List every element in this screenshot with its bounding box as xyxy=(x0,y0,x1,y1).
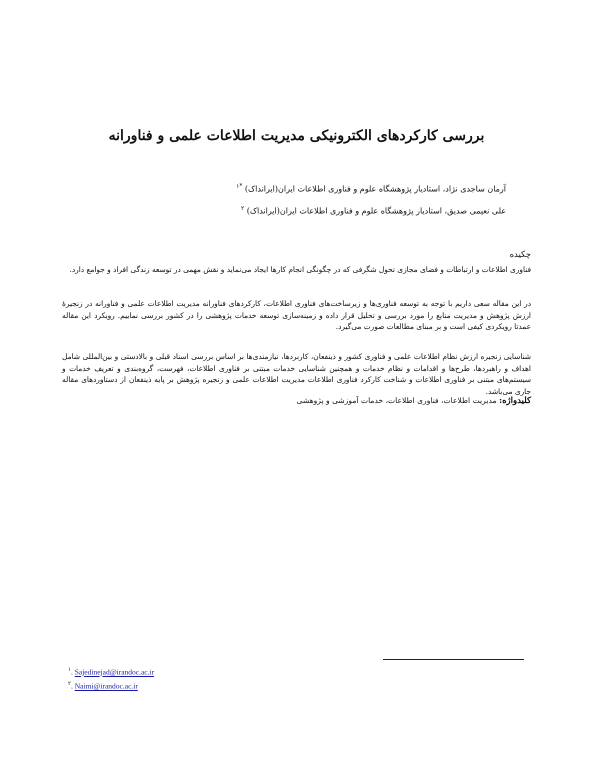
footnote-1-number: ۱ xyxy=(68,667,71,673)
keywords-label: کلیدواژه: xyxy=(498,396,531,406)
footnote-2-email-link[interactable]: Naimi@irandoc.ac.ir xyxy=(74,681,138,691)
abstract-paragraph-1: فناوری اطلاعات و ارتباطات و فضای مجازی تحول شگرفی که در چگونگی انجام کارها ایجاد می‌نماید و نقش مهمی در توسعه زندگی افراد و جوامع دارد. xyxy=(69,265,531,274)
footnote-rule xyxy=(383,659,524,660)
footnote-1-email-link[interactable]: Sajedinejad@irandoc.ac.ir xyxy=(74,667,155,677)
paper-title: بررسی کارکردهای الکترونیکی مدیریت اطلاعات علمی و فناورانه xyxy=(108,128,485,144)
abstract-paragraph-2: در این مقاله سعی داریم با توجه به توسعه فناوری‌ها و زیرساخت‌های فناوری اطلاعات، کارکردهای فناورانه مدیریت اطلاعات علمی و فناورانه در زنجیرهٔ ارزش پژوهش و مدیریت منابع را مورد بررسی و تحلیل قرار داده و زمینه‌سازی توسعه خدمات پژوهشی را در کشور بررسی نماییم. رویکرد این مقاله عمدتا رویکردی کیفی است و بر مبنای مطالعات صورت می‌گیرد. xyxy=(62,299,531,331)
author-line-1 xyxy=(236,183,506,194)
author-1-text: آرمان ساجدی نژاد، استادیار پژوهشگاه علوم و فناوری اطلاعات ایران(ایرانداک) xyxy=(244,184,506,194)
footnote-1: $^۱$. Sajedinejad@irandoc.ac.ir xyxy=(68,667,155,677)
keywords-text: مدیریت اطلاعات، فناوری اطلاعات، خدمات آموزشی و پژوهشی xyxy=(296,396,497,405)
author-line-2 xyxy=(241,205,506,216)
keywords-line xyxy=(62,396,531,406)
footnote-2: $^۲$. Naimi@irandoc.ac.ir xyxy=(68,681,138,691)
footnote-2-number: ۲ xyxy=(68,681,71,687)
abstract-heading: چکیده xyxy=(509,250,531,260)
abstract-paragraph-3: شناسایی زنجیره ارزش نظام اطلاعات علمی و فناوری کشور و ذینفعان، کاربردها، نیازمندی‌ها بر اساس بررسی اسناد قبلی و بالادستی و بین‌المللی شامل اهداف و راهبردها، طرح‌ها و اقدامات و نظام خدمات و همچنین شناسایی خدمات مبتنی بر فناوری اطلاعات، فهرست، گروه‌بندی و تعریف خدمات و سیستم‌های مبتنی بر فناوری اطلاعات و شناخت کارکرد فناوری اطلاعات مدیریت اطلاعات علمی و زنجیره پژوهش بر پایه ذینفعان از دستاوردهای مقاله جاری می‌باشد. xyxy=(62,352,531,396)
author-2-text: علی نعیمی صدیق، استادیار پژوهشگاه علوم و فناوری اطلاعات ایران(ایرانداک) xyxy=(246,206,506,216)
author-1-mark: *۱ xyxy=(236,183,243,190)
author-2-mark: ۲ xyxy=(240,205,245,212)
